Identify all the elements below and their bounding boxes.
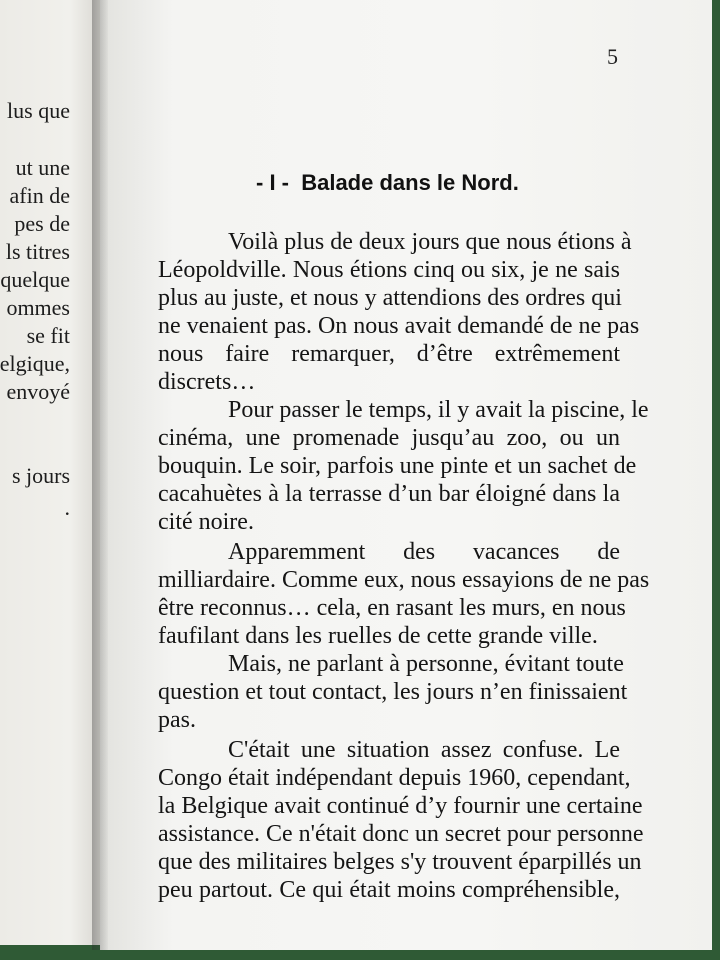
- text-line: pas.: [158, 707, 196, 733]
- text-line: être reconnus… cela, en rasant les murs, en nous: [158, 595, 626, 621]
- text-line: question et tout contact, les jours n’en finissaient: [158, 679, 628, 705]
- page-number: 5: [607, 44, 618, 69]
- previous-page-line: quelque: [0, 267, 70, 292]
- text-line: cité noire.: [158, 509, 254, 535]
- previous-page-line: ls titres: [5, 239, 70, 264]
- text-line: Léopoldville. Nous étions cinq ou six, je ne sais: [158, 257, 620, 283]
- current-page: [100, 0, 712, 950]
- text-line: Mais, ne parlant à personne, évitant toute: [228, 651, 624, 677]
- text-line: nous faire remarquer, d’être extrêmement: [158, 341, 620, 367]
- text-line: Pour passer le temps, il y avait la piscine, le: [228, 397, 649, 423]
- text-line: assistance. Ce n'était donc un secret pour personne: [158, 821, 644, 847]
- previous-page-line: elgique,: [0, 351, 70, 376]
- text-line: plus au juste, et nous y attendions des ordres qui: [158, 285, 622, 311]
- text-line: discrets…: [158, 369, 256, 395]
- text-line: ne venaient pas. On nous avait demandé de ne pas: [158, 313, 640, 339]
- text-line: Apparemment des vacances de: [228, 539, 620, 565]
- previous-page-line: s jours: [11, 463, 70, 488]
- text-line: faufilant dans les ruelles de cette grande ville.: [158, 623, 598, 649]
- previous-page-line: pes de: [14, 211, 70, 236]
- text-line: que des militaires belges s'y trouvent éparpillés un: [158, 849, 642, 875]
- text-line: Congo était indépendant depuis 1960, cependant,: [158, 765, 631, 791]
- previous-page: [0, 0, 100, 945]
- previous-page-line: ut une: [15, 155, 70, 180]
- text-line: peu partout. Ce qui était moins compréhensible,: [158, 877, 620, 903]
- previous-page-line: envoyé: [6, 379, 70, 404]
- text-line: cacahuètes à la terrasse d’un bar éloigné dans la: [158, 481, 620, 507]
- text-line: bouquin. Le soir, parfois une pinte et un sachet de: [158, 453, 637, 479]
- previous-page-line: se fit: [26, 323, 70, 348]
- previous-page-line: afin de: [9, 183, 70, 208]
- text-line: Voilà plus de deux jours que nous étions à: [228, 229, 632, 255]
- previous-page-line: .: [64, 495, 70, 520]
- text-line: la Belgique avait continué d’y fournir une certaine: [158, 793, 643, 819]
- previous-page-line: ommes: [6, 295, 70, 320]
- text-line: C'était une situation assez confuse. Le: [228, 737, 620, 763]
- chapter-title: - I - Balade dans le Nord.: [256, 170, 519, 195]
- previous-page-line: lus que: [7, 98, 70, 123]
- text-line: cinéma, une promenade jusqu’au zoo, ou un: [158, 425, 620, 451]
- text-line: milliardaire. Comme eux, nous essayions de ne pas: [158, 567, 650, 593]
- book-gutter-shadow: [92, 0, 108, 950]
